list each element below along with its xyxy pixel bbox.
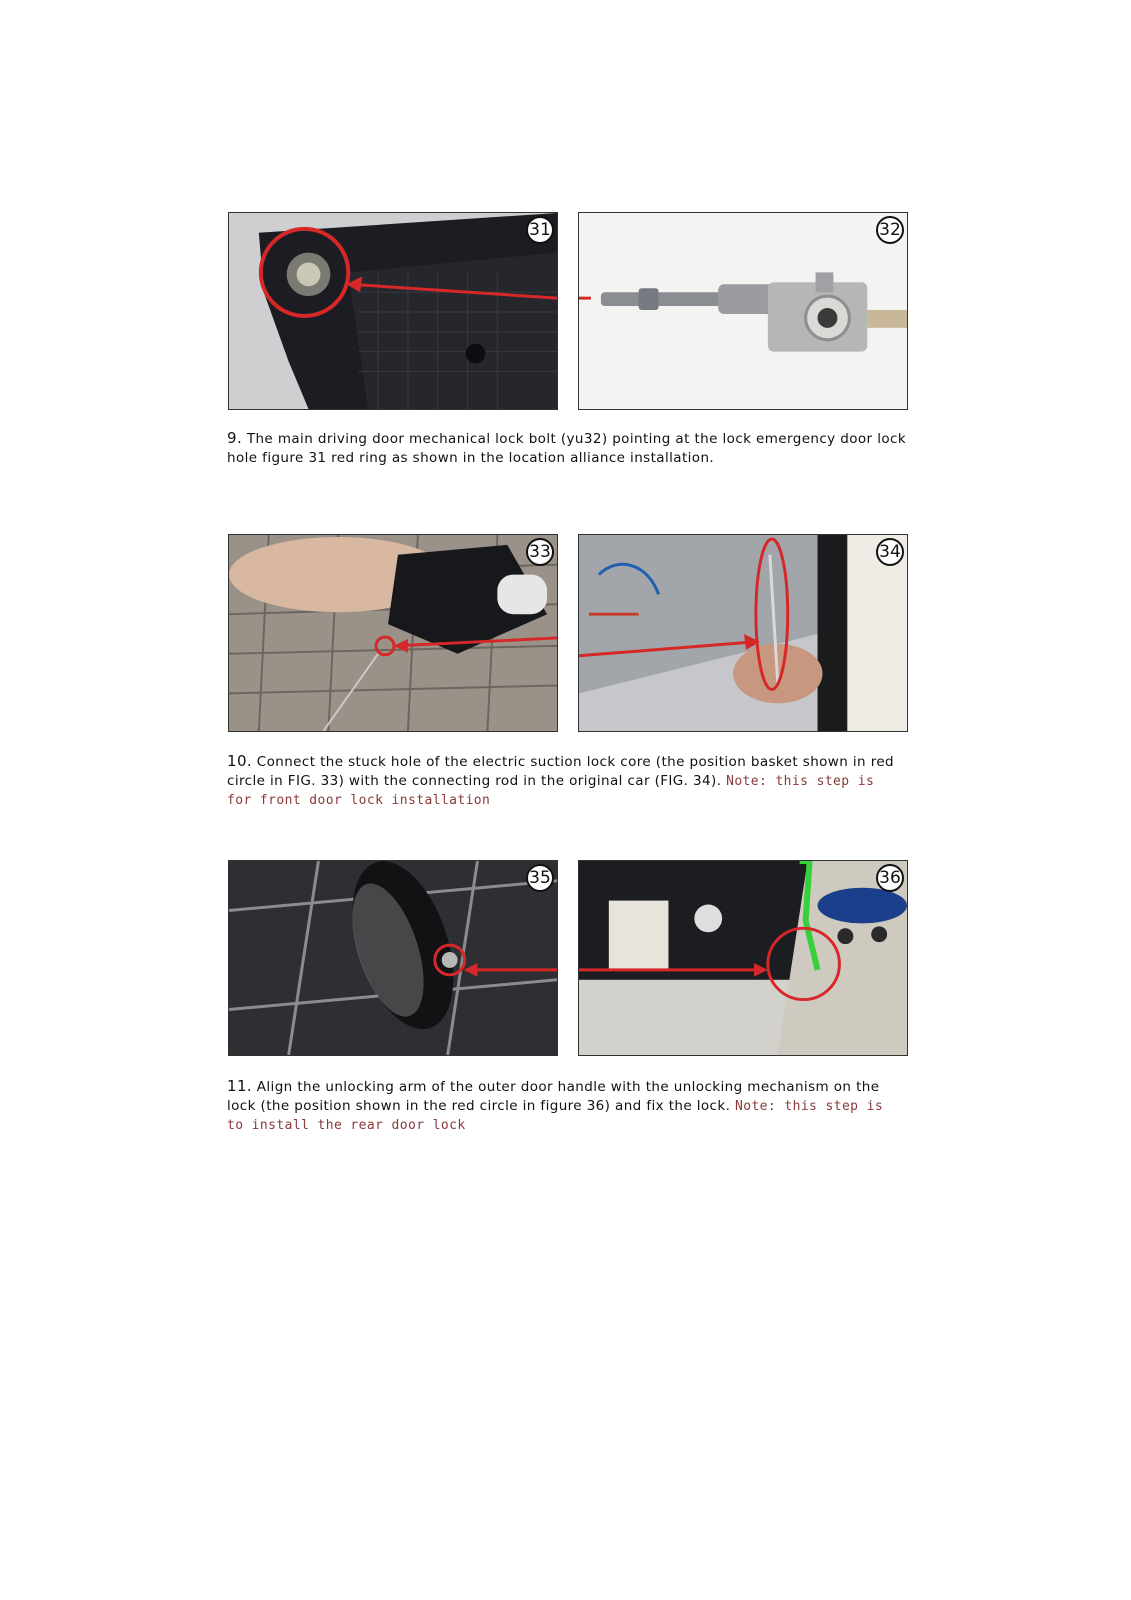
figure-32 — [578, 212, 908, 410]
figure-31-badge: 31 — [526, 216, 554, 244]
step-9-number: 9. — [227, 429, 243, 447]
step-11-note: Note: this step is to install the rear door lock — [227, 1099, 884, 1133]
step-11-text: Align the unlocking arm of the outer door handle with the unlocking mechanism on the lock (the position shown in the red circle in figure 36) and fix the lock. — [227, 1079, 880, 1114]
step-10-note: Note: this step is for front door lock installation — [227, 774, 875, 808]
figure-35-image — [229, 861, 557, 1055]
figure-36-badge: 36 — [876, 864, 904, 892]
figure-36-image — [579, 861, 907, 1055]
step-11-number: 11. — [227, 1077, 253, 1095]
figure-33-image — [229, 535, 557, 731]
step-9-text: The main driving door mechanical lock bolt (yu32) pointing at the lock emergency door lock hole figure 31 red ring as shown in the location alliance installation. — [227, 431, 907, 466]
figure-36 — [578, 860, 908, 1056]
figure-32-badge: 32 — [876, 216, 904, 244]
step-10-caption — [227, 752, 907, 810]
step-10-text: Connect the stuck hole of the electric suction lock core (the position basket shown in red circle in FIG. 33) with the connecting rod in the original car (FIG. 34). — [227, 754, 895, 789]
figure-35 — [228, 860, 558, 1056]
step-10-number: 10. — [227, 752, 253, 770]
step-9-caption — [227, 429, 907, 468]
figure-34 — [578, 534, 908, 732]
figure-31-image — [229, 213, 557, 409]
figure-33-badge: 33 — [526, 538, 554, 566]
figure-35-badge: 35 — [526, 864, 554, 892]
figure-34-badge: 34 — [876, 538, 904, 566]
step-11-caption — [227, 1077, 907, 1135]
figure-31 — [228, 212, 558, 410]
figure-34-image — [579, 535, 907, 731]
figure-33 — [228, 534, 558, 732]
figure-32-image — [579, 213, 907, 409]
